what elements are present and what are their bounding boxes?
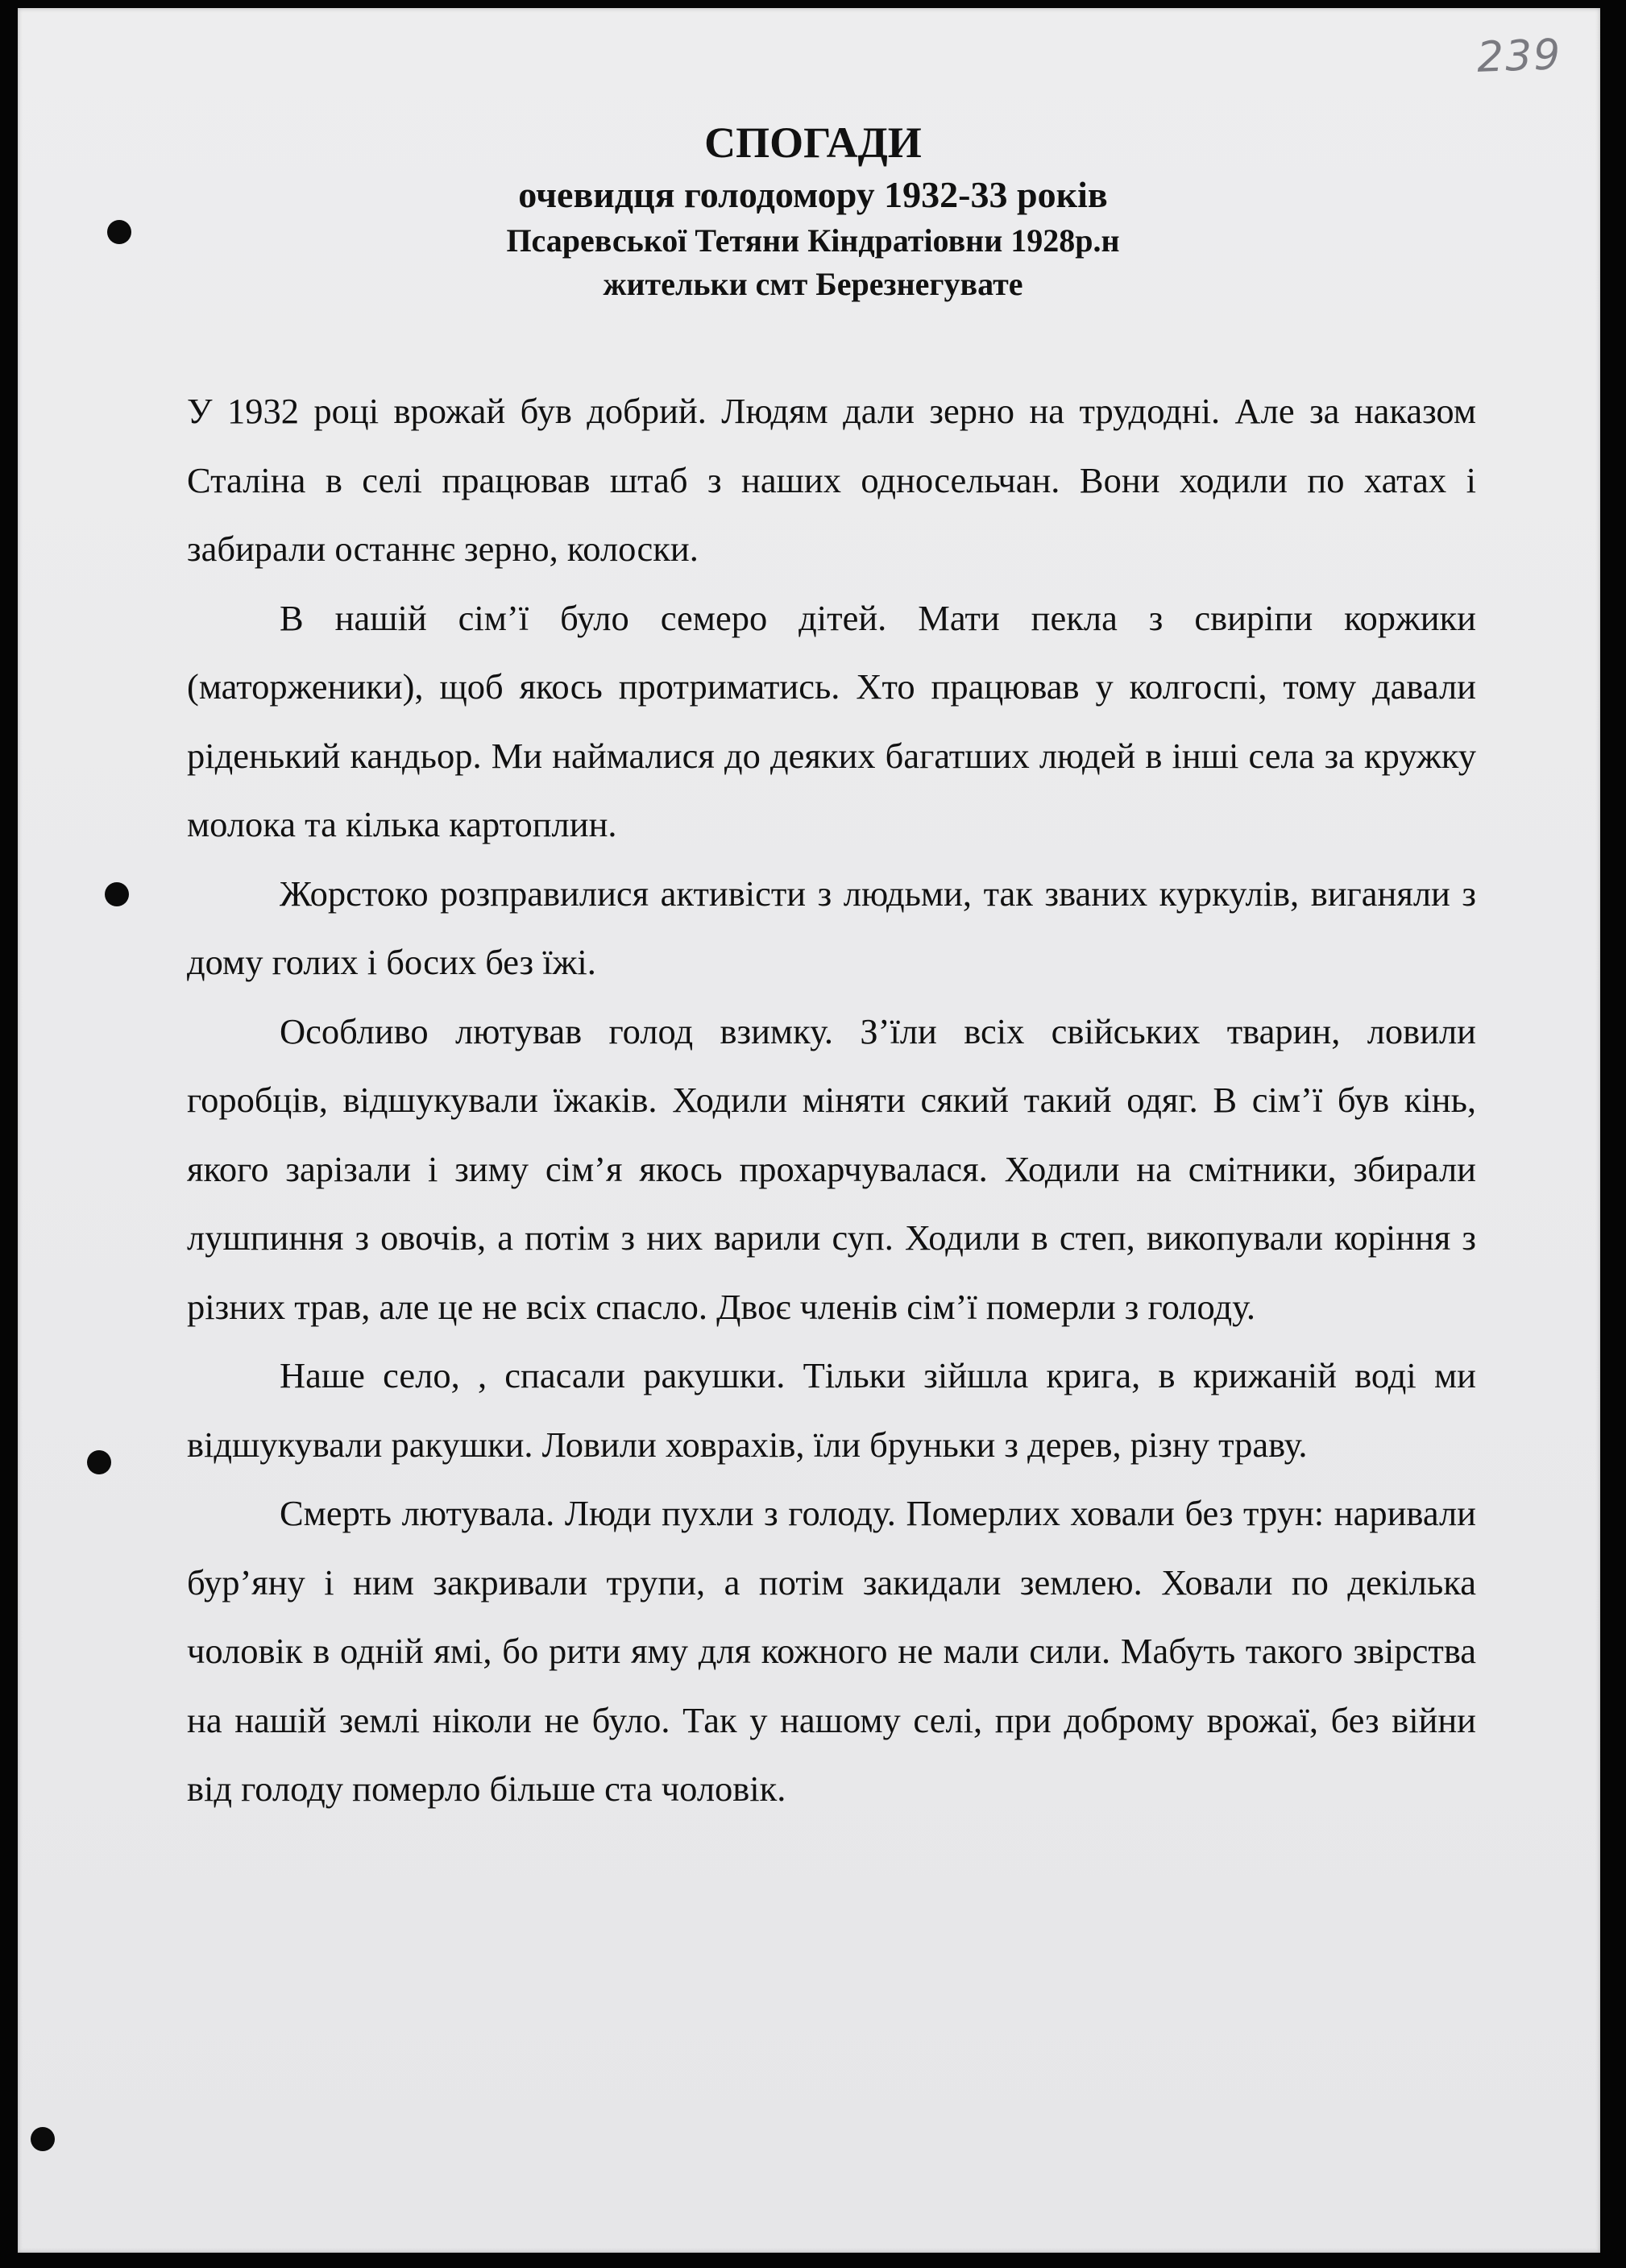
- witness-residence: жительки смт Березнегувате: [603, 266, 1023, 302]
- punch-hole: [31, 2127, 55, 2151]
- body-paragraph: Жорстоко розправилися активісти з людьми, так званих куркулів, виганяли з дому голих і босих без їжі.: [187, 873, 1476, 982]
- punch-hole: [87, 1450, 111, 1474]
- witness-name: Псаревської Тетяни Кіндратіовни 1928р.н: [506, 222, 1120, 259]
- document-body: [187, 377, 1476, 1824]
- punch-hole: [105, 882, 129, 906]
- document-heading: [0, 114, 1626, 306]
- body-paragraph: В нашій сім’ї було семеро дітей. Мати пекла з свиріпи коржики (маторженики), щоб якось протриматись. Хто працював у колгоспі, тому давали ріденький кандьор. Ми наймалися до деяких багатших людей в інші села за кружку молока та кілька картоплин.: [187, 597, 1476, 844]
- body-paragraph: У 1932 році врожай був добрий. Людям дали зерно на трудодні. Але за наказом Сталіна в селі працював штаб з наших односельчан. Вони ходили по хатах і забирали останнє зерно, колоски.: [187, 391, 1476, 569]
- body-paragraph: Смерть лютувала. Люди пухли з голоду. Померлих ховали без трун: наривали бур’яну і ним закривали трупи, а потім закидали землею. Ховали по декілька чоловік в одній ямі, бо рити яму для кожного не мали сили. Мабуть такого звірства на нашій землі ніколи не було. Так у нашому селі, при доброму врожаї, без війни від голоду померло більше ста чоловік.: [187, 1493, 1476, 1809]
- document-title: СПОГАДИ: [704, 118, 922, 167]
- body-paragraph: Особливо лютував голод взимку. З’їли всіх свійських тварин, ловили горобців, відшукували їжаків. Ходили міняти сякий такий одяг. В сім’ї був кінь, якого зарізали і зиму сім’я якось прохарчувалася. Ходили на смітники, збирали лушпиння з овочів, а потім з них варили суп. Ходили в степ, викопували коріння з різних трав, але це не всіх спасло. Двоє членів сім’ї померли з голоду.: [187, 1010, 1476, 1327]
- body-paragraph: Наше село, , спасали ракушки. Тільки зійшла крига, в крижаній воді ми відшукували ракушки. Ловили ховрахів, їли бруньки з дерев, різну траву.: [187, 1355, 1476, 1465]
- document-subtitle: очевидця голодомору 1932-33 років: [518, 174, 1108, 215]
- handwritten-page-number: 239: [1475, 31, 1563, 82]
